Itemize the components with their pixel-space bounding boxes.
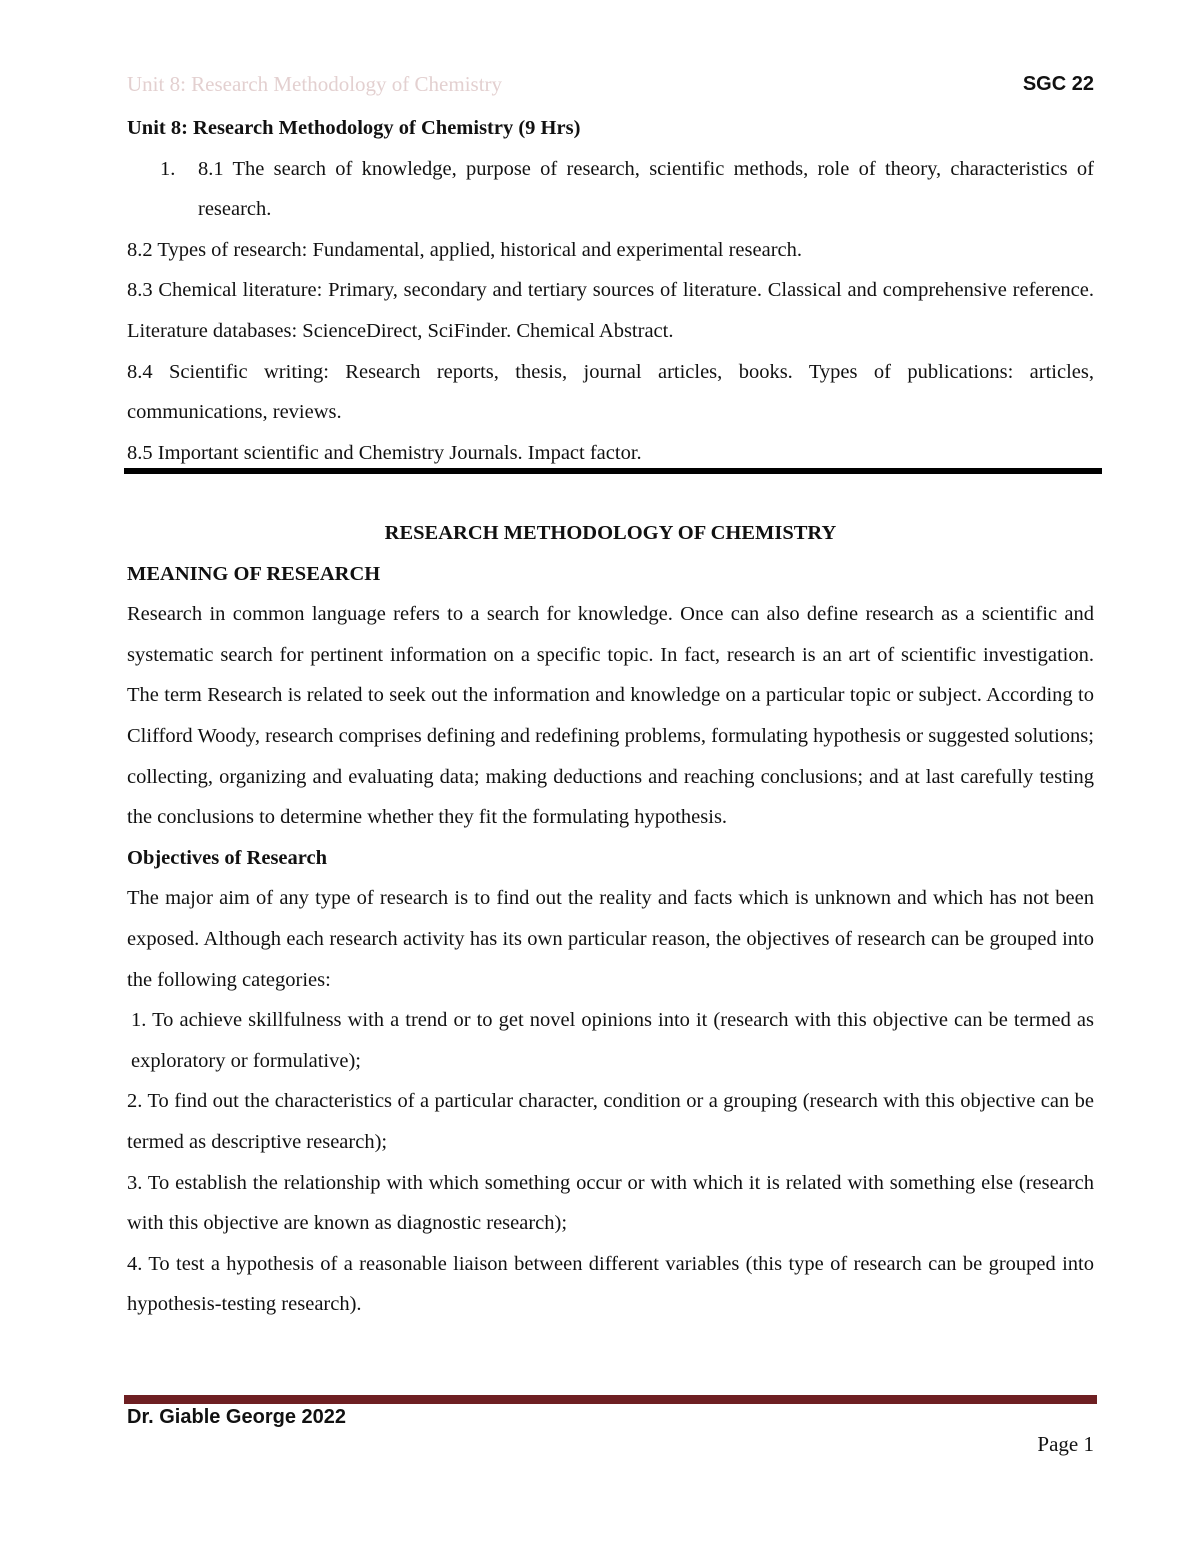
objective-item-1: 1. To achieve skillfulness with a trend or to get novel opinions into it (research with this objective can be termed as exploratory or formulative); [131,1009,1094,1072]
list-number: 1. [160,157,176,180]
objectives-heading: Objectives of Research [127,846,328,869]
main-body [127,513,1094,1325]
footer-author: Dr. Giable George 2022 [127,1406,346,1428]
running-header-title: Unit 8: Research Methodology of Chemistry [127,72,503,96]
meaning-heading: MEANING OF RESEARCH [127,562,381,585]
syllabus-item-8-4: 8.4 Scientific writing: Research reports, thesis, journal articles, books. Types of publications: articles, communications, reviews. [127,360,1094,424]
unit-title: Unit 8: Research Methodology of Chemistry (9 Hrs) [127,117,581,139]
objectives-intro: The major aim of any type of research is to find out the reality and facts which is unknown and which has not been exposed. Although each research activity has its own particular reason, the objectives of research can be grouped into the following categories: [127,887,1094,991]
course-code: SGC 22 [1022,73,1094,95]
objective-item-4: 4. To test a hypothesis of a reasonable liaison between different variables (this type of research can be grouped into hypothesis-testing research). [127,1252,1094,1316]
syllabus-item-8-5: 8.5 Important scientific and Chemistry Journals. Impact factor. [127,441,642,464]
objective-item-3: 3. To establish the relationship with which something occur or with which it is related with something else (research with this objective are known as diagnostic research); [127,1171,1094,1235]
syllabus-item-8-1 [127,149,1094,230]
syllabus-item-8-3: 8.3 Chemical literature: Primary, secondary and tertiary sources of literature. Classical and comprehensive reference. Literature databases: ScienceDirect, SciFinder. Chemical Abstract. [127,279,1094,342]
section-divider [124,468,1102,474]
syllabus-item-8-2: 8.2 Types of research: Fundamental, applied, historical and experimental research. [127,238,803,261]
footer-divider [124,1395,1097,1404]
syllabus-section [127,108,1094,473]
syllabus-item-text: 8.1 The search of knowledge, purpose of research, scientific methods, role of theory, characteristics of research. [198,157,1094,221]
main-heading: RESEARCH METHODOLOGY OF CHEMISTRY [384,522,837,544]
page-number: Page 1 [1037,1432,1094,1456]
objective-item-2: 2. To find out the characteristics of a particular character, condition or a grouping (research with this objective can be termed as descriptive research); [127,1090,1094,1153]
meaning-paragraph: Research in common language refers to a search for knowledge. Once can also define research as a scientific and systematic search for pertinent information on a specific topic. In fact, research is an art of scientific investigation. The term Research is related to seek out the information and knowledge on a particular topic or subject. According to Clifford Woody, research comprises defining and redefining problems, formulating hypothesis or suggested solutions; collecting, organizing and evaluating data; making deductions and reaching conclusions; and at last carefully testing the conclusions to determine whether they fit the formulating hypothesis. [127,603,1094,829]
